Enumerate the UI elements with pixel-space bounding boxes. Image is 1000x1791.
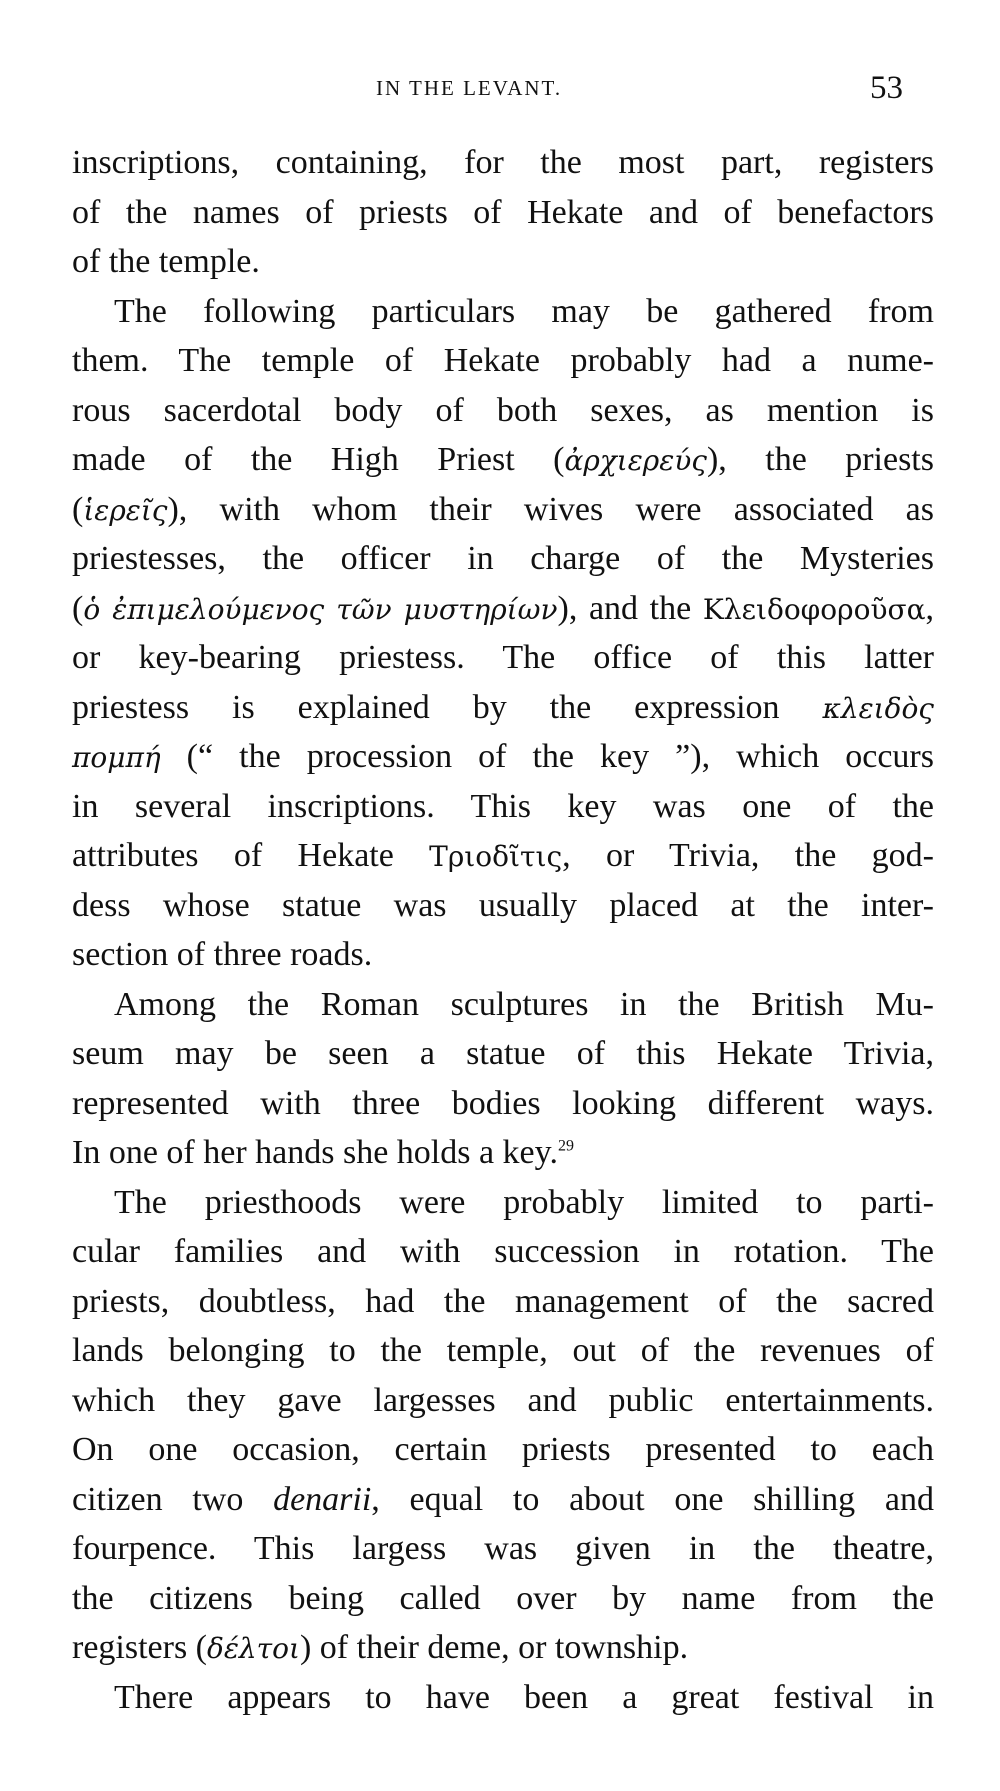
body-text bbox=[72, 138, 934, 1722]
text-run: or key-bearing priestess. The office of this latter bbox=[72, 639, 934, 676]
text-line bbox=[72, 485, 934, 535]
text-line bbox=[72, 1326, 934, 1376]
text-run: them. The temple of Hekate probably had a nume- bbox=[72, 342, 934, 379]
text-run: ) of their deme, or township. bbox=[299, 1629, 689, 1666]
text-line bbox=[72, 1128, 934, 1178]
text-line bbox=[72, 237, 934, 287]
text-run: ), the priests bbox=[706, 441, 934, 478]
text-line bbox=[72, 1475, 934, 1525]
text-line bbox=[72, 831, 934, 881]
greek-word: Τριοδῖτις bbox=[429, 840, 563, 873]
text-line bbox=[72, 1425, 934, 1475]
text-line bbox=[72, 881, 934, 931]
text-run: the citizens being called over by name from the bbox=[72, 1579, 934, 1617]
text-run: dess whose statue was usually placed at the inter- bbox=[72, 886, 934, 924]
text-run: priests, doubtless, had the management of the sacred bbox=[72, 1282, 934, 1320]
running-title: IN THE LEVANT. bbox=[376, 76, 563, 100]
text-line bbox=[72, 1524, 934, 1574]
text-run: seum may be seen a statue of this Hekate Trivia, bbox=[72, 1035, 934, 1072]
italic-word: denarii bbox=[273, 1480, 372, 1518]
text-run: citizen two bbox=[72, 1480, 274, 1518]
text-line bbox=[72, 1376, 934, 1426]
text-line bbox=[72, 336, 934, 386]
greek-word: δέλτοι bbox=[207, 1632, 300, 1665]
text-run: In one of her hands she holds a key. bbox=[72, 1134, 558, 1171]
text-line bbox=[72, 534, 934, 584]
text-run: ( bbox=[72, 490, 84, 528]
text-run: (“ the procession of the key ”), which occurs bbox=[160, 738, 934, 775]
greek-word: κλειδὸς bbox=[822, 691, 934, 725]
text-line bbox=[72, 732, 934, 782]
greek-word: Κλειδοφοροῦσα bbox=[702, 592, 926, 626]
text-line bbox=[72, 1673, 934, 1723]
text-line bbox=[72, 1079, 934, 1129]
text-run: ), with whom their wives were associated as bbox=[167, 490, 934, 528]
text-run: , bbox=[925, 589, 934, 627]
text-run: , or Trivia, the god- bbox=[562, 837, 934, 874]
text-run: The priesthoods were probably limited to parti- bbox=[114, 1183, 934, 1221]
text-line bbox=[72, 584, 934, 634]
text-run: of the names of priests of Hekate and of benefactors bbox=[72, 193, 934, 231]
footnote-marker: 29 bbox=[557, 1137, 574, 1155]
text-line bbox=[72, 980, 934, 1030]
text-run: The following particulars may be gathered from bbox=[114, 292, 934, 330]
text-run: inscriptions, containing, for the most part, registers bbox=[72, 144, 934, 181]
text-run: made of the High Priest ( bbox=[72, 441, 565, 478]
text-line bbox=[72, 1277, 934, 1327]
text-run: lands belonging to the temple, out of the revenues of bbox=[72, 1332, 934, 1369]
text-run: represented with three bodies looking different ways. bbox=[72, 1084, 934, 1122]
text-run: registers ( bbox=[72, 1629, 208, 1666]
text-run: priestesses, the officer in charge of the Mysteries bbox=[72, 540, 934, 577]
text-line bbox=[72, 683, 934, 733]
text-line bbox=[72, 1029, 934, 1079]
greek-word: ἱερεῖς bbox=[83, 493, 168, 527]
text-line bbox=[72, 633, 934, 683]
text-run: , equal to about one shilling and bbox=[371, 1480, 934, 1518]
text-run: in several inscriptions. This key was one of the bbox=[72, 787, 934, 825]
text-run: ), and the bbox=[557, 589, 703, 627]
text-line bbox=[72, 138, 934, 188]
text-line bbox=[72, 188, 934, 238]
text-line bbox=[72, 287, 934, 337]
text-run: priestess is explained by the expression bbox=[72, 688, 823, 726]
text-run: cular families and with succession in rotation. The bbox=[72, 1233, 934, 1270]
text-run: There appears to have been a great festival in bbox=[114, 1678, 934, 1716]
text-run: section of three roads. bbox=[72, 936, 373, 973]
text-line bbox=[72, 1227, 934, 1277]
text-line bbox=[72, 930, 934, 980]
text-line bbox=[72, 435, 934, 485]
text-run: which they gave largesses and public entertainments. bbox=[72, 1381, 934, 1419]
greek-word: πομπή bbox=[72, 741, 161, 774]
text-run: fourpence. This largess was given in the theatre, bbox=[72, 1530, 934, 1567]
running-head bbox=[0, 70, 1000, 110]
text-run: of the temple. bbox=[72, 243, 260, 280]
greek-word: ἀρχιερεύς bbox=[564, 444, 707, 477]
text-run: rous sacerdotal body of both sexes, as mention is bbox=[72, 391, 934, 429]
text-line bbox=[72, 1574, 934, 1624]
text-run: Among the Roman sculptures in the British Mu- bbox=[114, 985, 934, 1023]
text-line bbox=[72, 782, 934, 832]
text-run: attributes of Hekate bbox=[72, 837, 430, 874]
text-run: ( bbox=[72, 589, 84, 627]
greek-phrase: ὁ ἐπιμελούμενος τῶν μυστηρίων bbox=[83, 592, 558, 626]
page-number: 53 bbox=[870, 70, 903, 106]
text-run: On one occasion, certain priests presented to each bbox=[72, 1431, 934, 1468]
text-line bbox=[72, 1178, 934, 1228]
text-line bbox=[72, 386, 934, 436]
text-line bbox=[72, 1623, 934, 1673]
